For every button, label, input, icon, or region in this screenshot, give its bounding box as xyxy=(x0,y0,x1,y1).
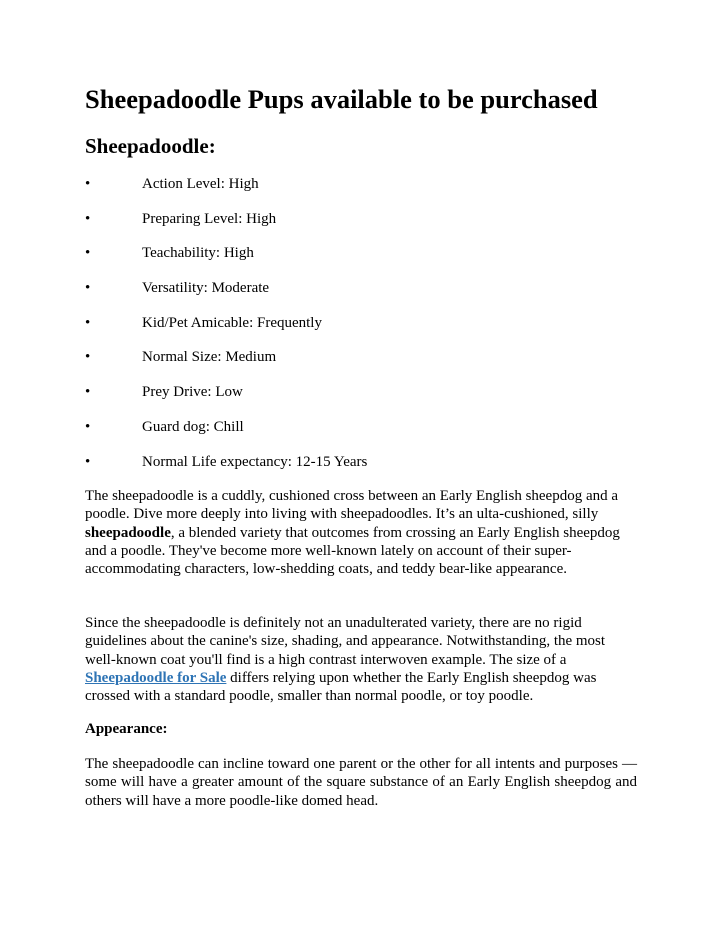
section-heading-appearance: Appearance: xyxy=(85,721,168,737)
trait-list-item xyxy=(0,418,720,453)
bullet-icon: • xyxy=(85,453,91,470)
trait-text: Guard dog: Chill xyxy=(142,418,244,435)
paragraph-size xyxy=(85,614,637,705)
trait-list-item xyxy=(0,279,720,314)
trait-text: Normal Life expectancy: 12-15 Years xyxy=(142,453,368,470)
bullet-icon: • xyxy=(85,384,91,401)
page-title: Sheepadoodle Pups available to be purchased xyxy=(85,84,598,114)
bullet-icon: • xyxy=(85,418,91,435)
section-heading-sheepadoodle: Sheepadoodle: xyxy=(85,134,216,158)
trait-text: Teachability: High xyxy=(142,245,254,262)
trait-text: Prey Drive: Low xyxy=(142,384,243,401)
trait-list-item xyxy=(0,314,720,349)
bullet-icon: • xyxy=(85,210,91,227)
paragraph-intro xyxy=(85,487,637,578)
traits-list xyxy=(0,175,720,487)
trait-text: Versatility: Moderate xyxy=(142,280,270,297)
paragraph-size-text-1: Since the sheepadoodle is definitely not an unadulterated variety, there are no rigid guidelines about the canine's size, shading, and appearance. Notwithstanding, the most well-known coat you'll find is a high contrast interwoven example. The size of a xyxy=(85,615,606,668)
paragraph-intro-bold: sheepadoodle xyxy=(85,524,171,541)
trait-list-item xyxy=(0,348,720,383)
bullet-icon: • xyxy=(85,349,91,366)
trait-list-item xyxy=(0,383,720,418)
paragraph-size-text-2: differs relying upon whether the Early English sheepdog was crossed with a standard poodle, smaller than normal poodle, or toy poodle. xyxy=(85,669,597,705)
bullet-icon: • xyxy=(85,314,91,331)
trait-text: Action Level: High xyxy=(142,176,259,192)
trait-text: Kid/Pet Amicable: Frequently xyxy=(142,314,322,331)
trait-list-item xyxy=(0,244,720,279)
bullet-icon: • xyxy=(85,280,91,297)
trait-list-item xyxy=(0,175,720,210)
sheepadoodle-for-sale-link[interactable]: Sheepadoodle for Sale xyxy=(85,669,227,686)
trait-text: Preparing Level: High xyxy=(142,210,277,227)
trait-list-item xyxy=(0,210,720,245)
paragraph-appearance: The sheepadoodle can incline toward one parent or the other for all intents and purposes — some will have a greater amount of the square substance of an Early English sheepdog and others will have a more poodle-like domed head. xyxy=(85,756,637,809)
trait-text: Normal Size: Medium xyxy=(142,349,277,366)
paragraph-intro-text-2: , a blended variety that outcomes from crossing an Early English sheepdog and a poodle. They've become more well-known lately on account of their super-accommodating characters, low-shedding coats, and teddy bear-like appearance. xyxy=(85,524,620,578)
bullet-icon: • xyxy=(85,176,91,192)
bullet-icon: • xyxy=(85,245,91,262)
trait-list-item xyxy=(0,453,720,488)
paragraph-intro-text-1: The sheepadoodle is a cuddly, cushioned cross between an Early English sheepdog and a poodle. Dive more deeply into living with sheepadoodles. It’s an ulta-cushioned, silly xyxy=(85,488,619,523)
